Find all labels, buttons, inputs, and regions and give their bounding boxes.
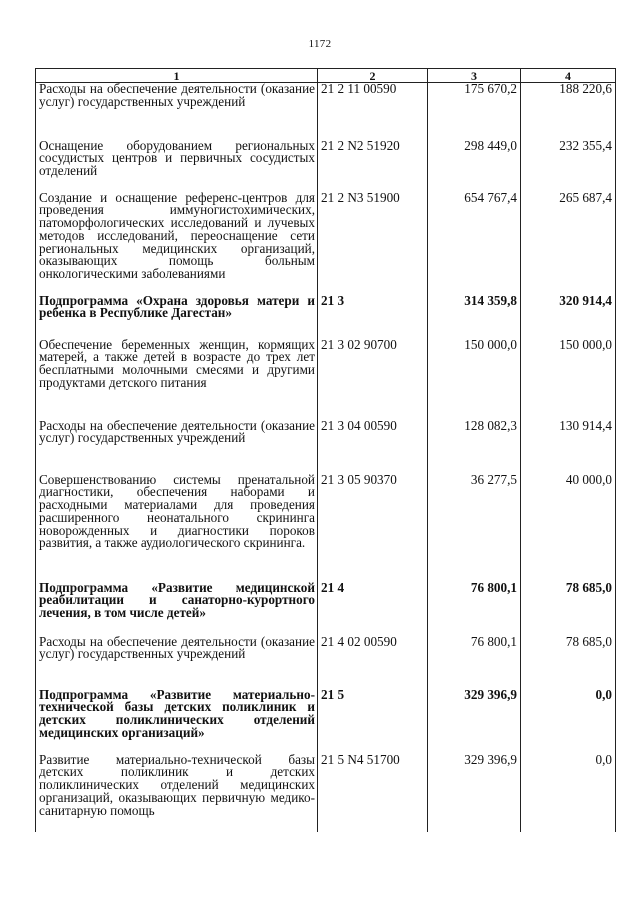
row-code-cell: 21 5 — [318, 689, 428, 754]
table-row — [36, 474, 616, 582]
row-name-cell: Совершенствованию системы пренатальной диагностики, обеспечения наборами и расходными материалами для проведения расширенного неонатального скрининга новорожденных и диагностики пороков развития, а также аудиологического скрининга. — [36, 474, 318, 582]
row-value-2019-cell: 175 670,2 — [428, 83, 521, 140]
column-header-4: 4 — [521, 69, 616, 83]
table-row — [36, 689, 616, 754]
row-name-cell: Создание и оснащение референс-центров для проведения иммуногистохимических, патоморфологических исследований и лучевых методов исследований, переоснащение сети региональных медицинских организаций, оказывающих помощь больным онкологическими заболеваниями — [36, 192, 318, 295]
row-value-2020-cell: 232 355,4 — [521, 140, 616, 192]
row-value-2019-cell: 76 800,1 — [428, 582, 521, 636]
row-code-cell: 21 5 N4 51700 — [318, 754, 428, 832]
row-value-2020-cell: 188 220,6 — [521, 83, 616, 140]
row-value-2019-cell: 76 800,1 — [428, 636, 521, 689]
row-code-cell: 21 3 05 90370 — [318, 474, 428, 582]
row-value-2020-cell: 0,0 — [521, 754, 616, 832]
row-code-cell: 21 2 N2 51920 — [318, 140, 428, 192]
row-value-2020-cell: 78 685,0 — [521, 582, 616, 636]
row-name-cell: Оснащение оборудованием региональных сосудистых центров и первичных сосудистых отделений — [36, 140, 318, 192]
row-value-2020-cell: 320 914,4 — [521, 295, 616, 339]
row-name-cell: Подпрограмма «Развитие медицинской реабилитации и санаторно-курортного лечения, в том числе детей» — [36, 582, 318, 636]
row-value-2019-cell: 150 000,0 — [428, 339, 521, 420]
column-header-3: 3 — [428, 69, 521, 83]
row-value-2019-cell: 314 359,8 — [428, 295, 521, 339]
budget-table — [35, 68, 616, 832]
table-row — [36, 754, 616, 832]
column-header-1: 1 — [36, 69, 318, 83]
table-row — [36, 83, 616, 140]
row-name-cell: Расходы на обеспечение деятельности (оказание услуг) государственных учреждений — [36, 420, 318, 474]
row-value-2019-cell: 128 082,3 — [428, 420, 521, 474]
row-name-cell: Расходы на обеспечение деятельности (оказание услуг) государственных учреждений — [36, 636, 318, 689]
row-code-cell: 21 4 — [318, 582, 428, 636]
table-row — [36, 420, 616, 474]
table-row — [36, 636, 616, 689]
row-value-2019-cell: 329 396,9 — [428, 754, 521, 832]
row-value-2019-cell: 329 396,9 — [428, 689, 521, 754]
table-body — [36, 83, 616, 832]
row-name-cell: Подпрограмма «Охрана здоровья матери и ребенка в Республике Дагестан» — [36, 295, 318, 339]
row-code-cell: 21 3 02 90700 — [318, 339, 428, 420]
row-name-cell: Расходы на обеспечение деятельности (оказание услуг) государственных учреждений — [36, 83, 318, 140]
row-name-cell: Подпрограмма «Развитие материально-технической базы детских поликлиник и детских поликлинических отделений медицинских организаций» — [36, 689, 318, 754]
row-value-2020-cell: 130 914,4 — [521, 420, 616, 474]
row-value-2020-cell: 265 687,4 — [521, 192, 616, 295]
row-code-cell: 21 2 N3 51900 — [318, 192, 428, 295]
row-name-cell: Развитие материально-технической базы детских поликлиник и детских поликлинических отделений медицинских организаций, оказывающих первичную медико-санитарную помощь — [36, 754, 318, 832]
table-row — [36, 192, 616, 295]
page-number: 1172 — [308, 38, 332, 50]
row-code-cell: 21 4 02 00590 — [318, 636, 428, 689]
row-code-cell: 21 3 04 00590 — [318, 420, 428, 474]
row-value-2019-cell: 654 767,4 — [428, 192, 521, 295]
row-value-2020-cell: 0,0 — [521, 689, 616, 754]
row-name-cell: Обеспечение беременных женщин, кормящих матерей, а также детей в возрасте до трех лет бесплатными молочными смесями и другими продуктами детского питания — [36, 339, 318, 420]
row-value-2020-cell: 150 000,0 — [521, 339, 616, 420]
row-value-2020-cell: 78 685,0 — [521, 636, 616, 689]
table-row — [36, 339, 616, 420]
row-value-2019-cell: 36 277,5 — [428, 474, 521, 582]
row-value-2019-cell: 298 449,0 — [428, 140, 521, 192]
table-row — [36, 295, 616, 339]
row-code-cell: 21 2 11 00590 — [318, 83, 428, 140]
row-code-cell: 21 3 — [318, 295, 428, 339]
table-row — [36, 582, 616, 636]
table-row — [36, 140, 616, 192]
column-header-2: 2 — [318, 69, 428, 83]
row-value-2020-cell: 40 000,0 — [521, 474, 616, 582]
